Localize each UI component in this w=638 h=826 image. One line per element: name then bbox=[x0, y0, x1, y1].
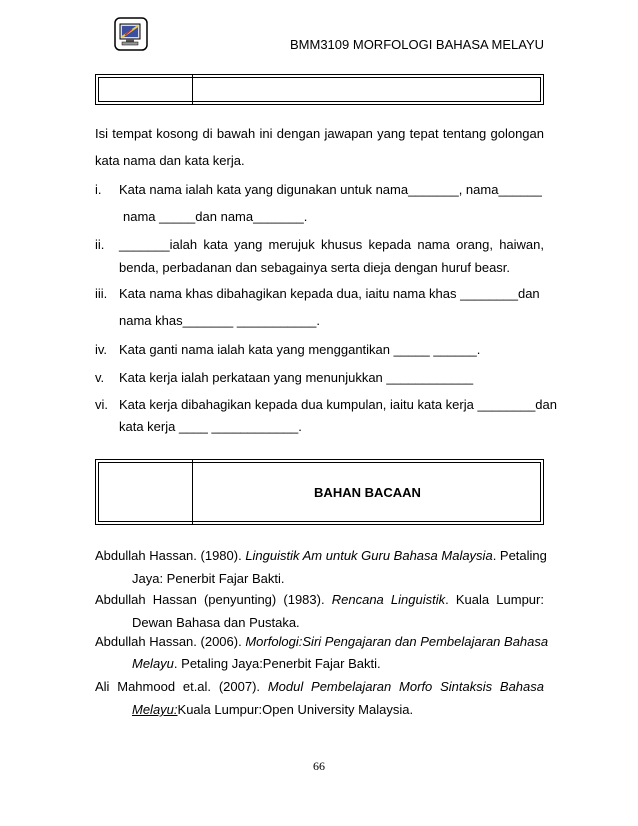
question-text-line-2: kata kerja ____ ____________. bbox=[119, 419, 302, 434]
reference-author: Abdullah Hassan. (2006). bbox=[95, 634, 246, 649]
question-number: iii. bbox=[95, 286, 108, 301]
question-text-line-1: Kata kerja dibahagikan kepada dua kumpulan, iaitu kata kerja ________dan bbox=[119, 397, 557, 412]
reference-title-continued: Melayu bbox=[132, 656, 174, 671]
question-text-line-1: Kata ganti nama ialah kata yang menggantikan _____ ______. bbox=[119, 342, 481, 357]
question-text-line-2: benda, perbadanan dan sebagainya serta dieja dengan huruf beasr. bbox=[119, 260, 511, 275]
reference-line-2 bbox=[132, 702, 413, 717]
header-table-divider bbox=[192, 75, 193, 104]
question-number: ii. bbox=[95, 237, 105, 252]
question-number: vi. bbox=[95, 397, 108, 412]
reference-publisher: . Kuala Lumpur: bbox=[445, 592, 544, 607]
reference-title: Morfologi:Siri Pengajaran dan Pembelajaran Bahasa bbox=[245, 634, 549, 649]
question-text-line-2: nama _____dan nama_______. bbox=[123, 209, 308, 224]
instruction-line-1: Isi tempat kosong di bawah ini dengan jawapan yang tepat tentang golongan bbox=[95, 126, 544, 141]
question-text-line-1: Kata kerja ialah perkataan yang menunjukkan ____________ bbox=[119, 370, 474, 385]
reference-title: Linguistik Am untuk Guru Bahasa Malaysia bbox=[245, 548, 493, 563]
question-text-line-1: Kata nama khas dibahagikan kepada dua, iaitu nama khas ________dan bbox=[119, 286, 540, 301]
computer-monitor-icon bbox=[114, 17, 148, 51]
question-text-line-1: _______ialah kata yang merujuk khusus kepada nama orang, haiwan, bbox=[119, 237, 544, 252]
question-text-line-2: nama khas_______ ___________. bbox=[119, 313, 320, 328]
reference-line-2: Jaya: Penerbit Fajar Bakti. bbox=[132, 571, 285, 586]
reference-publisher: . Petaling Jaya:Penerbit Fajar Bakti. bbox=[173, 656, 381, 671]
question-text-line-1: Kata nama ialah kata yang digunakan untuk nama_______, nama______ bbox=[119, 182, 542, 197]
question-number: i. bbox=[95, 182, 102, 197]
instruction-line-2: kata nama dan kata kerja. bbox=[95, 153, 245, 168]
reference-author: Ali Mahmood et.al. (2007). bbox=[95, 679, 268, 694]
section-table bbox=[95, 459, 544, 525]
reference-author: Abdullah Hassan. (1980). bbox=[95, 548, 246, 563]
header-table bbox=[95, 74, 544, 105]
question-number: iv. bbox=[95, 342, 108, 357]
reference-line-2 bbox=[132, 656, 381, 671]
question-number: v. bbox=[95, 370, 105, 385]
reference-author: Abdullah Hassan (penyunting) (1983). bbox=[95, 592, 332, 607]
reference-line-1 bbox=[95, 592, 544, 607]
reference-line-2: Dewan Bahasa dan Pustaka. bbox=[132, 615, 300, 630]
reference-line-1 bbox=[95, 679, 544, 694]
reference-publisher: . Petaling bbox=[492, 548, 547, 563]
reference-line-1 bbox=[95, 548, 547, 563]
section-title: BAHAN BACAAN bbox=[314, 485, 421, 500]
header-table-inner-border bbox=[98, 77, 541, 102]
reference-title: Rencana Linguistik bbox=[331, 592, 446, 607]
document-header-title: BMM3109 MORFOLOGI BAHASA MELAYU bbox=[290, 37, 545, 52]
reference-title: Modul Pembelajaran Morfo Sintaksis Bahasa bbox=[267, 679, 544, 694]
page-number: 66 bbox=[313, 759, 325, 773]
reference-title-continued: Melayu: bbox=[132, 702, 178, 717]
reference-line-1 bbox=[95, 634, 549, 649]
reference-publisher: Kuala Lumpur:Open University Malaysia. bbox=[177, 702, 414, 717]
